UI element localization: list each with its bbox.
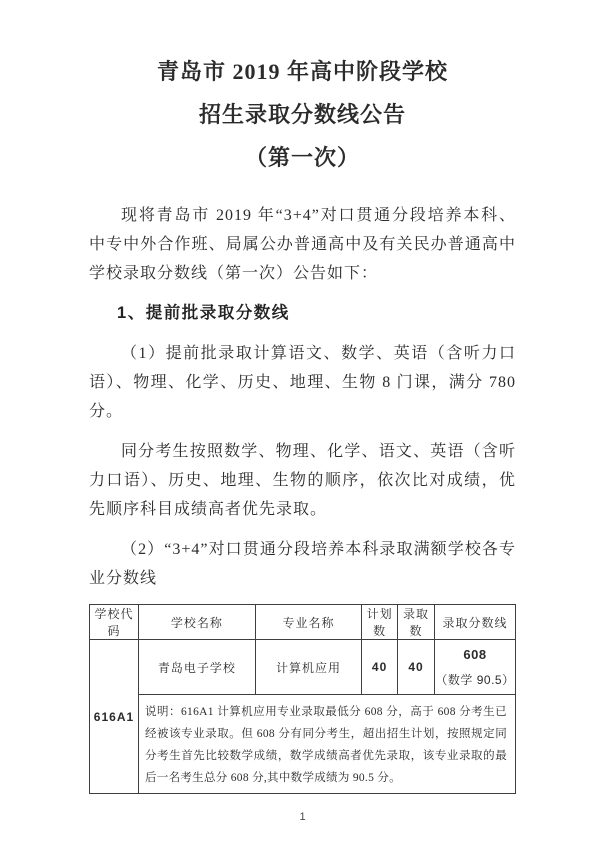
doc-title-line-3: （第一次） [244, 145, 360, 170]
score-value: 608 [463, 646, 487, 662]
col-header-major-name: 专业名称 [255, 605, 362, 640]
section-1-heading: 1、提前批录取分数线 [117, 304, 290, 322]
page-number: 1 [299, 811, 306, 823]
cell-plan-count: 40 [362, 640, 398, 695]
paragraph-3plus4-intro: （2）“3+4”对口贯通分段培养本科录取满额学校各专业分数线 [89, 541, 516, 587]
col-header-school-name: 学校名称 [138, 605, 255, 640]
doc-title-line-1: 青岛市 2019 年高中阶段学校 [156, 59, 448, 84]
intro-paragraph: 现将青岛市 2019 年“3+4”对口贯通分段培养本科、中专中外合作班、局属公办普通高中及有关民办普通高中学校录取分数线（第一次）公告如下： [89, 207, 516, 282]
cell-score [435, 640, 516, 695]
col-header-plan-count: 计划数 [362, 605, 398, 640]
table-note-row [90, 695, 516, 794]
col-header-admitted-count: 录取数 [397, 605, 434, 640]
cell-explanation-note: 说明：616A1 计算机应用专业录取最低分 608 分，高于 608 分考生已经被该专业录取。但 608 分有同分考生，超出招生计划，按照规定同分考生首先比较数学成绩，数学成绩高者优先录取，该专业录取的最后一名考生总分 608 分,其中数学成绩为 90.5 分。 [138, 695, 515, 794]
score-math-note: （数学 90.5） [435, 672, 515, 687]
paragraph-early-batch-subjects: （1）提前批录取计算语文、数学、英语（含听力口语）、物理、化学、历史、地理、生物 8 门课，满分 780 分。 [89, 345, 516, 420]
score-cell-content [435, 640, 515, 694]
doc-title-line-2: 招生录取分数线公告 [198, 102, 406, 127]
doc-title [89, 50, 516, 179]
cell-school-name: 青岛电子学校 [138, 640, 255, 695]
table-row [90, 640, 516, 695]
paragraph-tiebreak-rule: 同分考生按照数学、物理、化学、语文、英语（含听力口语）、历史、地理、生物的顺序，依次比对成绩，优先顺序科目成绩高者优先录取。 [89, 443, 516, 518]
cell-admitted-count: 40 [397, 640, 434, 695]
col-header-score-line: 录取分数线 [435, 605, 516, 640]
table-header-row [90, 605, 516, 640]
score-table [89, 604, 516, 794]
cell-school-code: 616A1 [90, 640, 139, 794]
col-header-school-code: 学校代码 [90, 605, 139, 640]
cell-major-name: 计算机应用 [255, 640, 362, 695]
